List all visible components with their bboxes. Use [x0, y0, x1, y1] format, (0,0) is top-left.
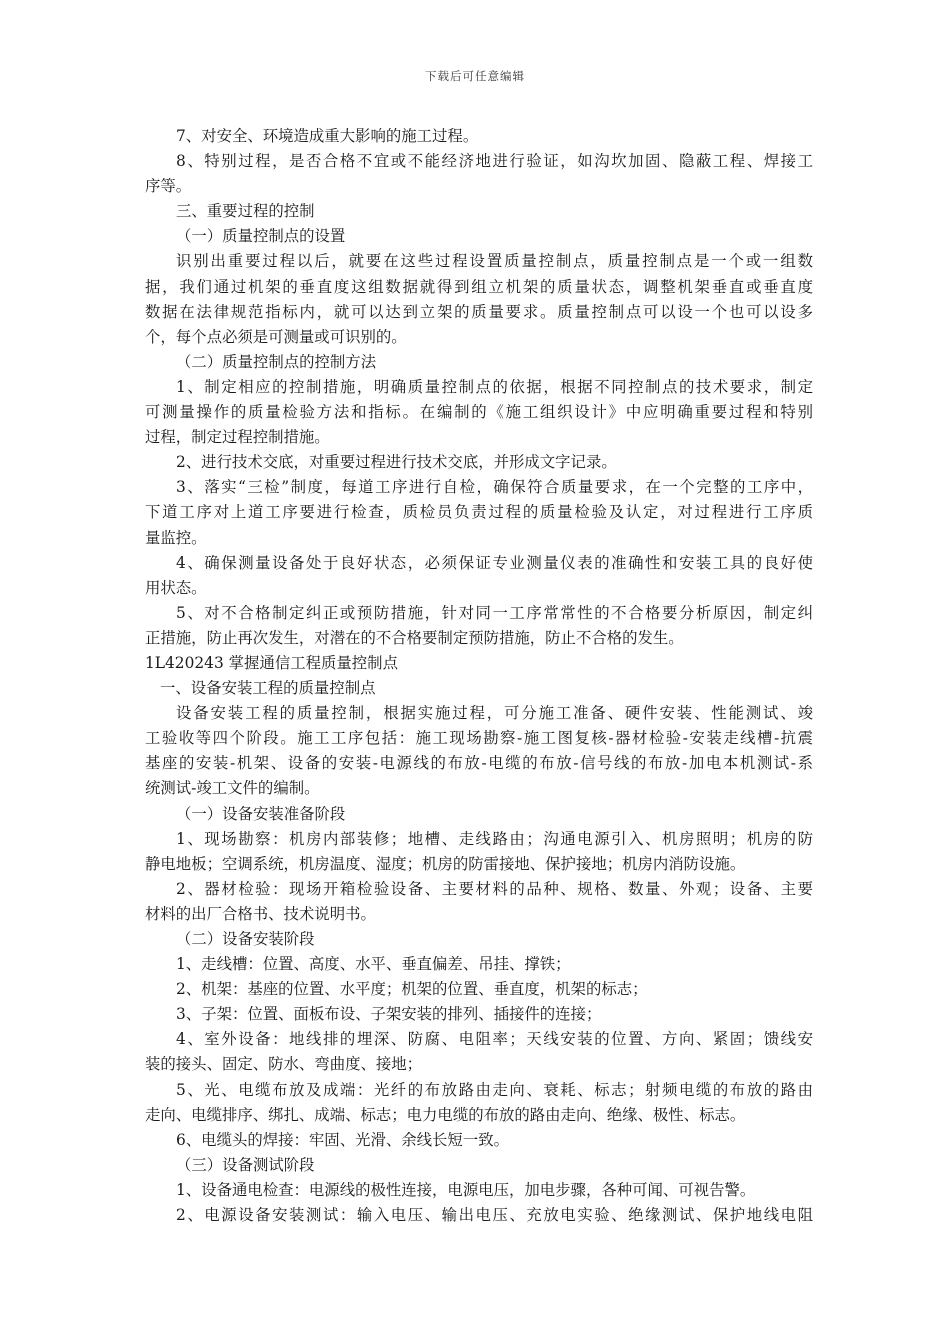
text-line: 可测量操作的质量检验方法和指标。在编制的《施工组织设计》中应明确重要过程和特别 — [145, 403, 813, 422]
text-line: 材料的出厂合格书、技术说明书。 — [145, 904, 376, 923]
text-line: 正措施，防止再次发生，对潜在的不合格要制定预防措施，防止不合格的发生。 — [145, 628, 684, 647]
text-line: 设备安装工程的质量控制，根据实施过程，可分施工准备、硬件安装、性能测试、竣 — [176, 704, 813, 723]
text-line: 据，我们通过机架的垂直度这组数据就得到组立机架的质量状态，调整机架垂直或垂直度 — [145, 277, 813, 296]
text-line: 1、现场勘察：机房内部装修；地槽、走线路由；沟通电源引入、机房照明；机房的防 — [176, 829, 813, 848]
text-line: 5、光、电缆布放及成端：光纤的布放路由走向、衰耗、标志；射频电缆的布放的路由 — [176, 1080, 813, 1099]
text-line: 7、对安全、环境造成重大影响的施工过程。 — [176, 127, 479, 145]
text-line: 3、落实“三检”制度，每道工序进行自检，确保符合质量要求，在一个完整的工序中， — [176, 478, 813, 497]
text-line: 3、子架：位置、面板布设、子架安装的排列、插接件的连接； — [176, 1005, 602, 1024]
text-line: 数据在法律规范指标内，就可以达到立架的质量要求。质量控制点可以设一个也可以设多 — [145, 302, 813, 321]
text-line: 1L420243 掌握通信工程质量控制点 — [145, 653, 398, 672]
text-line: 5、对不合格制定纠正或预防措施，针对同一工序常常性的不合格要分析原因，制定纠 — [176, 603, 813, 622]
text-line: 个，每个点必须是可测量或可识别的。 — [145, 327, 407, 346]
text-line: 基座的安装-机架、设备的安装-电源线的布放-电缆的布放-信号线的布放-加电本机测试-系 — [145, 754, 813, 773]
document-body — [145, 124, 813, 1228]
text-line: 一、设备安装工程的质量控制点 — [160, 679, 376, 698]
text-line: 静电地板；空调系统，机房温度、湿度；机房的防雷接地、保护接地；机房内消防设施。 — [145, 854, 746, 873]
text-line: 工验收等四个阶段。施工工序包括：施工现场勘察-施工图复核-器材检验-安装走线槽-抗震 — [145, 729, 813, 748]
text-line: （二）设备安装阶段 — [176, 930, 315, 948]
text-line: 1、设备通电检查：电源线的极性连接，电源电压，加电步骤，各种可闻、可视告警。 — [176, 1180, 756, 1199]
text-line: 用状态。 — [145, 578, 207, 597]
text-line: 序等。 — [145, 177, 192, 196]
text-line: 2、进行技术交底，对重要过程进行技术交底，并形成文字记录。 — [176, 453, 617, 472]
text-line: 过程，制定过程控制措施。 — [145, 428, 330, 447]
text-line: 走向、电缆排序、绑扎、成端、标志；电力电缆的布放的路由走向、绝缘、极性、标志。 — [145, 1105, 746, 1124]
text-line: 统测试-竣工文件的编制。 — [145, 779, 320, 798]
text-line: 三、重要过程的控制 — [176, 202, 315, 221]
text-line: 1、走线槽：位置、高度、水平、垂直偏差、吊挂、撑铁； — [176, 955, 571, 974]
text-line: 下道工序对上道工序要进行检查，质检员负责过程的质量检验及认定，对过程进行工序质 — [145, 503, 813, 522]
page-header: 下载后可任意编辑 — [425, 69, 525, 83]
text-line: 装的接头、固定、防水、弯曲度、接地； — [145, 1055, 423, 1074]
text-line: 4、确保测量设备处于良好状态，必须保证专业测量仪表的准确性和安装工具的良好使 — [176, 553, 813, 572]
text-line: （一）质量控制点的设置 — [176, 227, 346, 246]
text-line: 2、机架：基座的位置、水平度；机架的位置、垂直度，机架的标志； — [176, 980, 648, 999]
text-line: （二）质量控制点的控制方法 — [176, 352, 377, 371]
text-line: 6、电缆头的焊接：牢固、光滑、余线长短一致。 — [176, 1130, 509, 1149]
text-line: 2、电源设备安装测试：输入电压、输出电压、充放电实验、绝缘测试、保护地线电阻 — [176, 1206, 813, 1225]
text-line: （一）设备安装准备阶段 — [176, 804, 346, 823]
text-line: 2、器材检验：现场开箱检验设备、主要材料的品种、规格、数量、外观；设备、主要 — [176, 879, 813, 898]
text-line: （三）设备测试阶段 — [176, 1155, 315, 1174]
text-line: 4、室外设备：地线排的埋深、防腐、电阻率；天线安装的位置、方向、紧固；馈线安 — [176, 1030, 813, 1049]
text-line: 识别出重要过程以后，就要在这些过程设置质量控制点，质量控制点是一个或一组数 — [176, 252, 813, 271]
text-line: 量监控。 — [145, 528, 207, 547]
text-line: 8、特别过程，是否合格不宜或不能经济地进行验证，如沟坎加固、隐蔽工程、焊接工 — [176, 152, 813, 171]
text-line: 1、制定相应的控制措施，明确质量控制点的依据，根据不同控制点的技术要求，制定 — [176, 377, 813, 396]
